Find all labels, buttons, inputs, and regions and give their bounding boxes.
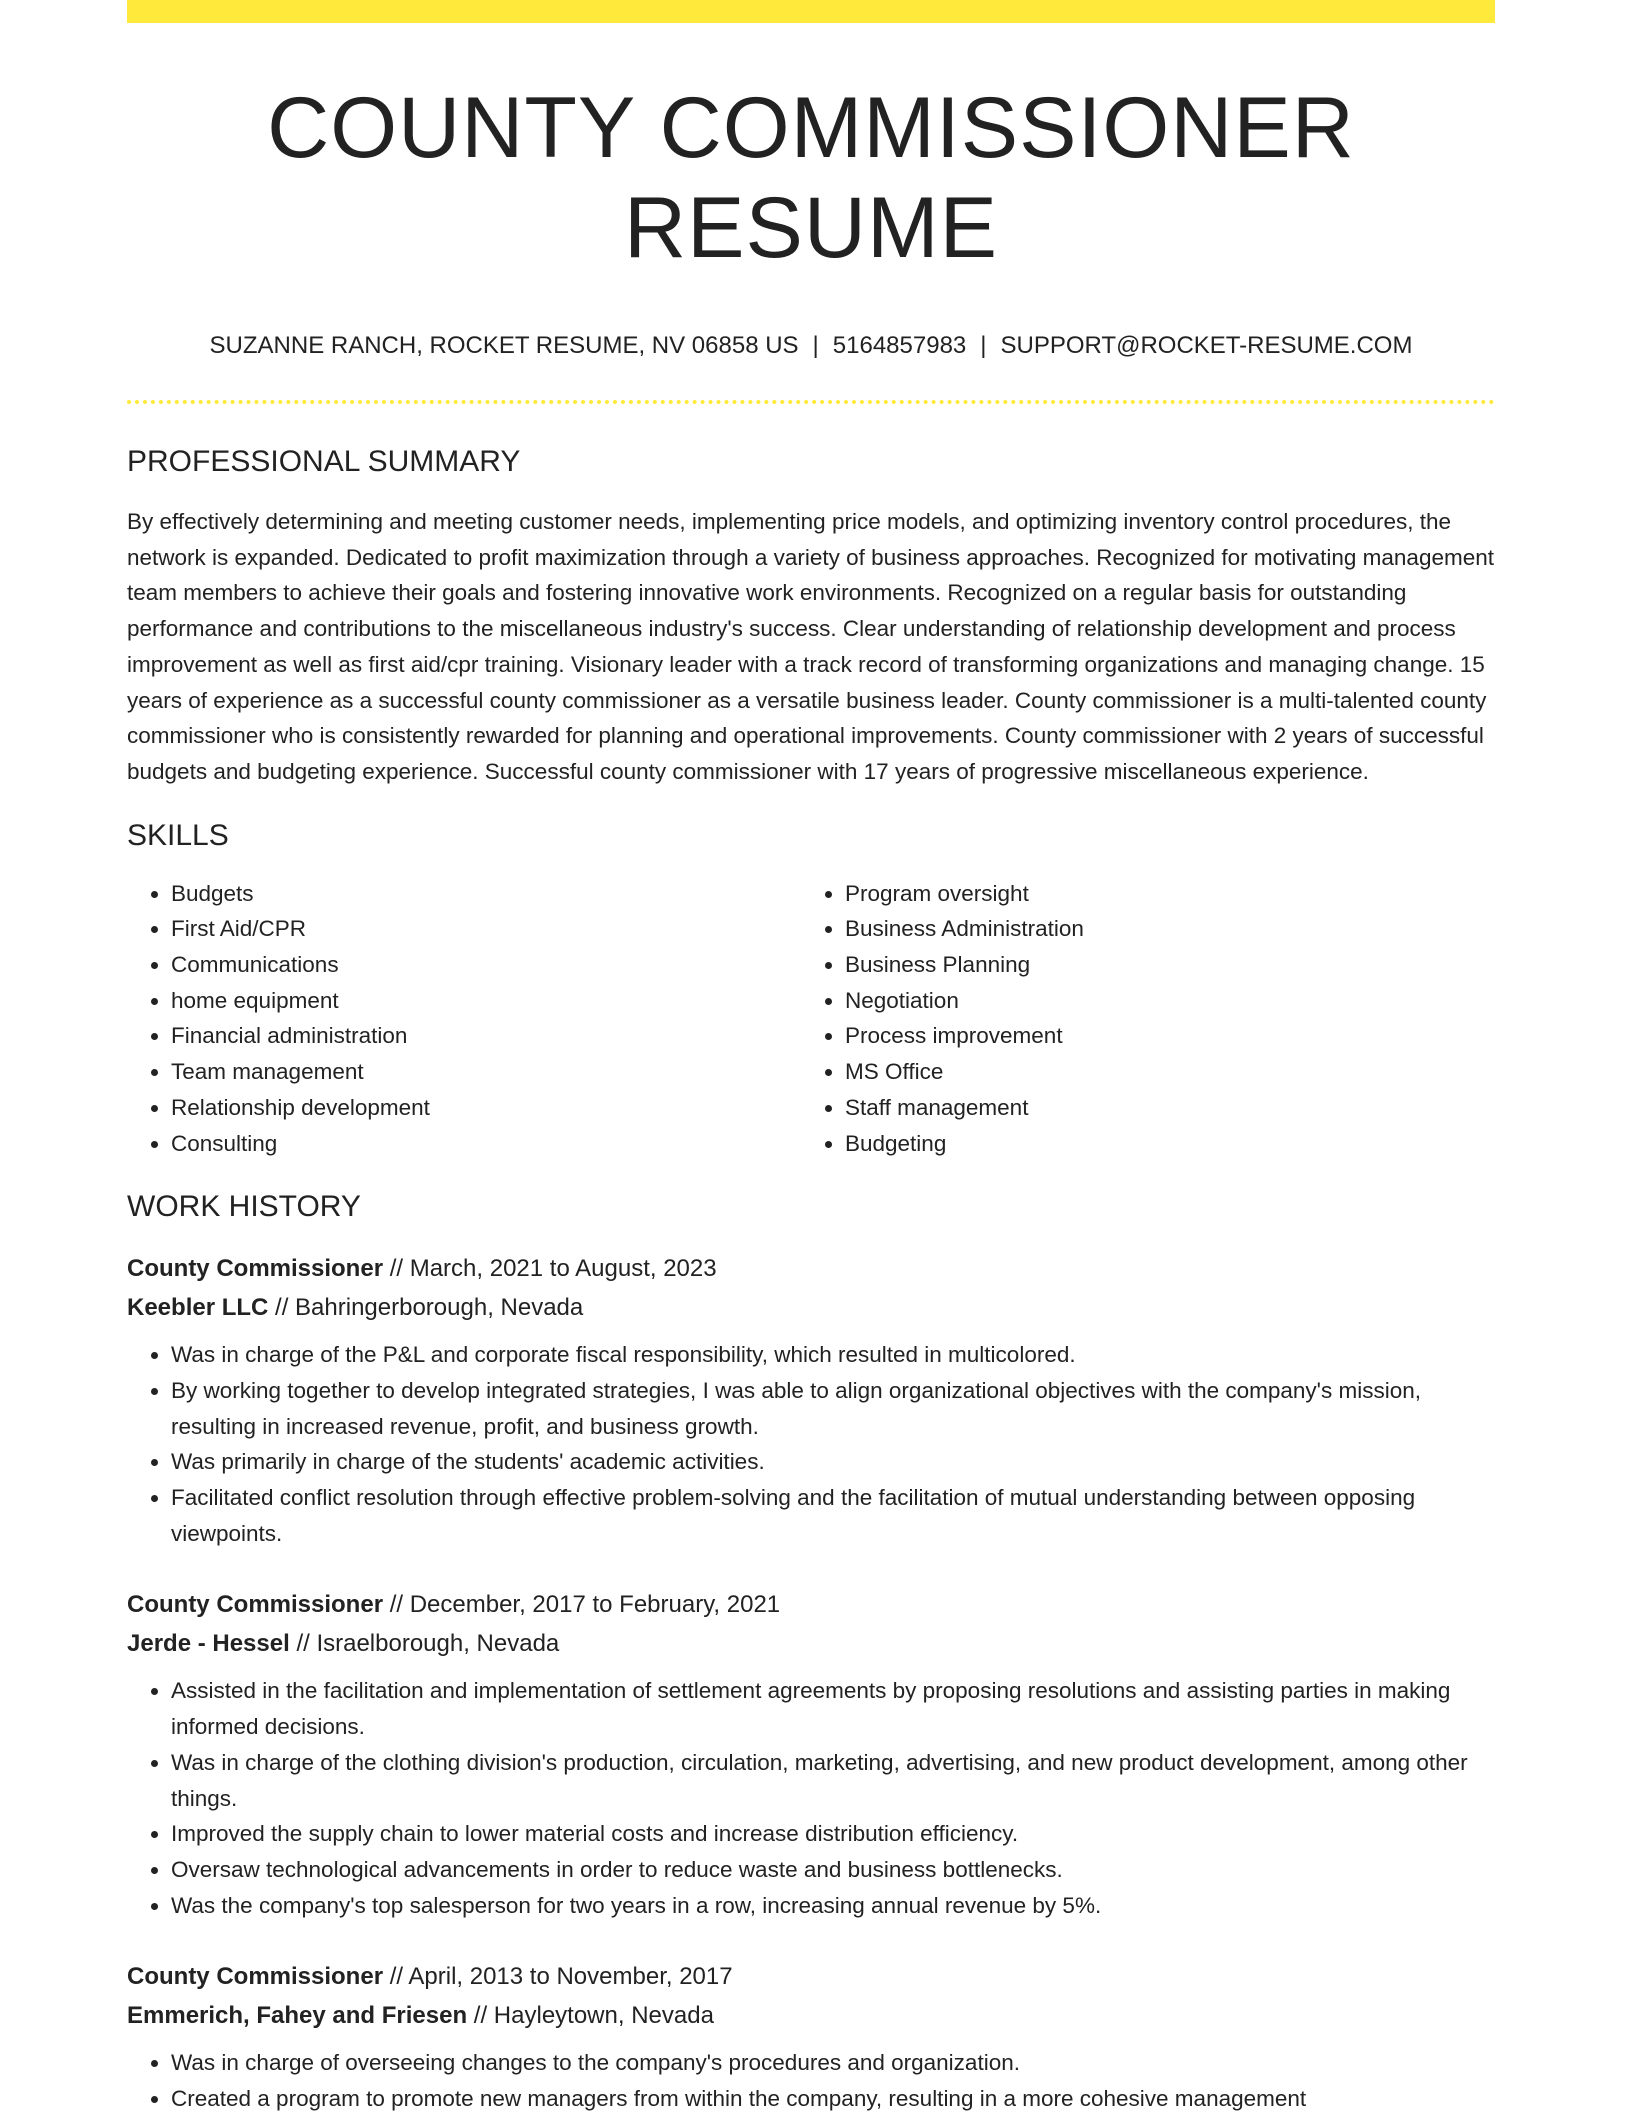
resume-title: COUNTY COMMISSIONER RESUME [267,80,1355,276]
contact-separator: | [812,332,819,359]
skill-item: • Process improvement [845,1018,1475,1054]
job-company-line [127,1624,1495,1663]
contact-line [127,331,1495,361]
skills-list-left [127,876,801,1162]
job-entry [127,1957,1495,2112]
work-history-heading: WORK HISTORY [127,1190,361,1224]
job-bullet: • Facilitated conflict resolution through effective problem-solving and the facilitation of mutual understanding between opposing viewpoints. [171,1480,1495,1551]
contact-address: SUZANNE RANCH, ROCKET RESUME, NV 06858 US [209,332,799,359]
skill-item: • Team management [171,1054,801,1090]
job-bullet: • Created a program to promote new managers from within the company, resulting in a more cohesive management [171,2081,1495,2112]
dotted-divider [127,400,1495,404]
job-location: // Hayleytown, Nevada [473,2002,714,2030]
contact-email: SUPPORT@ROCKET-RESUME.COM [1000,332,1413,359]
skill-item: • Business Planning [845,947,1475,983]
job-title: County Commissioner [127,1591,384,1619]
skill-item: • home equipment [171,983,801,1019]
skill-item: • Business Administration [845,911,1475,947]
job-location: // Bahringerborough, Nevada [275,1294,584,1322]
resume-content [127,0,1495,2112]
job-company-line [127,1288,1495,1327]
job-title-line [127,1585,1495,1624]
skill-item: • Staff management [845,1090,1475,1126]
summary-text: By effectively determining and meeting customer needs, implementing price models, and optimizing inventory control procedures, the network is expanded. Dedicated to profit maximization through a variety of business approaches. Recognized for motivating management team members to achieve their goals and fostering innovative work environments. Recognized on a regular basis for outstanding performance and contributions to the miscellaneous industry's success. Clear understanding of relationship development and process improvement as well as first aid/cpr training. Visionary leader with a track record of transforming organizations and managing change. 15 years of experience as a successful county commissioner as a versatile business leader. County commissioner is a multi-talented county commissioner who is consistently rewarded for planning and operational improvements. County commissioner with 2 years of successful budgets and budgeting experience. Successful county commissioner with 17 years of progressive miscellaneous experience. [127,509,1494,784]
skills-grid [127,876,1495,1162]
skill-item: • Consulting [171,1126,801,1162]
skill-item: • Budgeting [845,1126,1475,1162]
job-bullet: • Was the company's top salesperson for two years in a row, increasing annual revenue by 5%. [171,1888,1495,1924]
contact-separator: | [980,332,987,359]
skills-list-right [801,876,1475,1162]
skill-item: • Financial administration [171,1018,801,1054]
job-company: Emmerich, Fahey and Friesen [127,2002,468,2030]
summary-heading: PROFESSIONAL SUMMARY [127,445,521,478]
job-title-line [127,1957,1495,1996]
skill-item: • First Aid/CPR [171,911,801,947]
job-entry [127,1249,1495,1551]
job-title: County Commissioner [127,1255,384,1283]
skill-item: • Program oversight [845,876,1475,912]
job-company-line [127,1996,1495,2035]
skill-item: • Communications [171,947,801,983]
job-location: // Israelborough, Nevada [296,1630,560,1658]
job-entry [127,1585,1495,1923]
skill-item: • Negotiation [845,983,1475,1019]
job-title: County Commissioner [127,1963,384,1991]
job-title-line [127,1249,1495,1288]
skills-heading: SKILLS [127,818,229,852]
job-bullet-list [127,1673,1495,1923]
job-bullet: • Was in charge of overseeing changes to the company's procedures and organization. [171,2045,1495,2081]
job-company: Keebler LLC [127,1294,269,1322]
job-bullet: • By working together to develop integrated strategies, I was able to align organizational objectives with the company's mission, resulting in increased revenue, profit, and business growth. [171,1373,1495,1444]
job-bullet-list [127,2045,1495,2112]
job-bullet: • Oversaw technological advancements in order to reduce waste and business bottlenecks. [171,1852,1495,1888]
job-bullet: • Improved the supply chain to lower material costs and increase distribution efficiency. [171,1816,1495,1852]
job-dates: // March, 2021 to August, 2023 [389,1255,717,1283]
job-company: Jerde - Hessel [127,1630,290,1658]
contact-phone: 5164857983 [832,332,967,359]
job-bullet: • Assisted in the facilitation and implementation of settlement agreements by proposing resolutions and assisting parties in making informed decisions. [171,1673,1495,1744]
job-bullet-list [127,1337,1495,1551]
job-bullet: • Was primarily in charge of the students' academic activities. [171,1444,1495,1480]
job-dates: // April, 2013 to November, 2017 [389,1963,733,1991]
skill-item: • MS Office [845,1054,1475,1090]
job-bullet: • Was in charge of the P&L and corporate fiscal responsibility, which resulted in multicolored. [171,1337,1495,1373]
job-dates: // December, 2017 to February, 2021 [389,1591,781,1619]
skill-item: • Relationship development [171,1090,801,1126]
skill-item: • Budgets [171,876,801,912]
job-bullet: • Was in charge of the clothing division's production, circulation, marketing, advertising, and new product development, among other things. [171,1745,1495,1816]
